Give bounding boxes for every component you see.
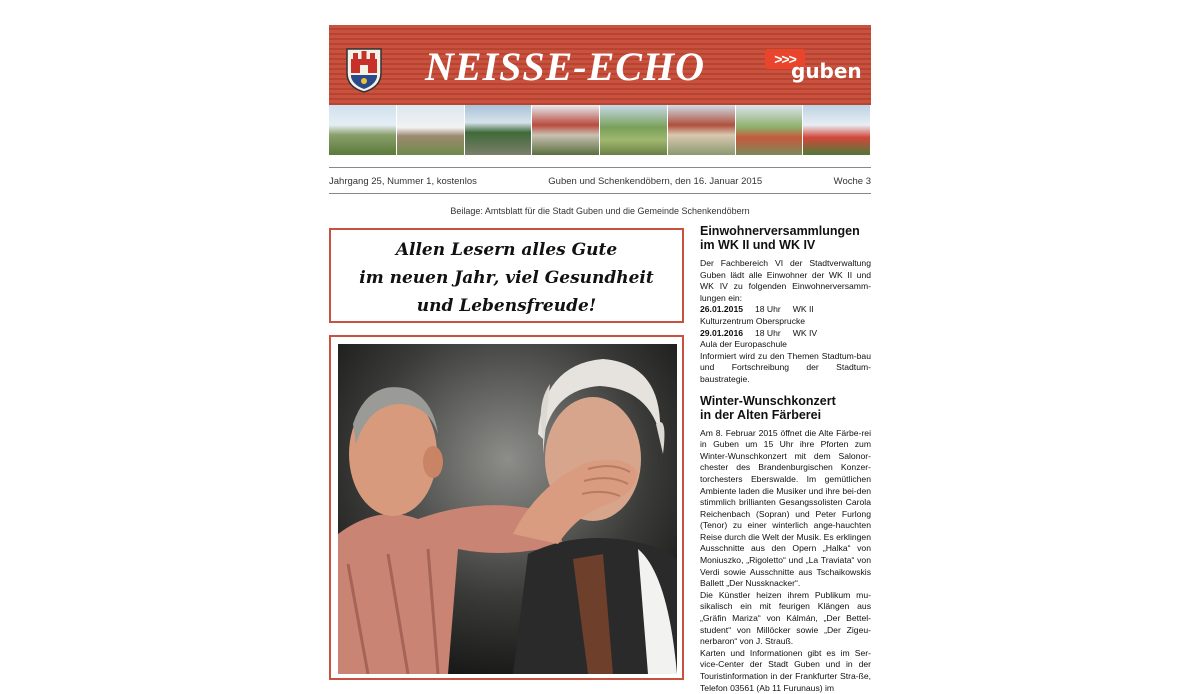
guben-logo bbox=[765, 47, 865, 91]
issue-info-line bbox=[329, 176, 871, 187]
newspaper-page bbox=[329, 0, 871, 693]
article-paragraph: Die Künstler heizen ihrem Publikum mu-sikalisch ein mit feurigen Klängen aus „Gräfin Mariza“ von Kálmán, „Der Bettel-student“ von Millöcker sowie „Der Zigeu-nerbaron“ von J. Strauß. bbox=[700, 589, 871, 647]
masthead bbox=[329, 25, 871, 105]
schedule-place: Kulturzentrum Obersprucke bbox=[700, 315, 806, 326]
greeting-line: Allen Lesern alles Gute bbox=[395, 240, 618, 260]
coat-of-arms-icon bbox=[345, 47, 383, 93]
schedule-row bbox=[700, 304, 871, 316]
strip-photo bbox=[397, 105, 465, 155]
article-heading bbox=[700, 394, 871, 422]
strip-photo bbox=[465, 105, 533, 155]
logo-arrows: >>> bbox=[765, 49, 805, 69]
feature-photo-frame bbox=[329, 335, 684, 680]
schedule-row bbox=[700, 328, 871, 340]
strip-photo bbox=[532, 105, 600, 155]
article-outro: Informiert wird zu den Themen Stadtum-bau und Fortschreibung der Stadtum-baustrategie. bbox=[700, 350, 871, 384]
new-year-greeting bbox=[329, 228, 684, 323]
issue-place-date: Guben und Schenkendöbern, den 16. Januar 2015 bbox=[548, 176, 763, 187]
right-column bbox=[700, 224, 871, 694]
schedule-time: 18 Uhr bbox=[754, 327, 781, 338]
schedule-district: WK II bbox=[792, 304, 814, 315]
article-paragraph: Am 8. Februar 2015 öffnet die Alte Färbe-rei in Guben um 15 Uhr ihre Pforten zum Winter-Wunschkonzert mit dem Salonor-chester des Brandenburgischen Konzer-torchesters Eberswalde. Im gemütlichen Ambiente laden die Musiker und ihre bei-den stimmlich brillianten Gesangssolisten Carola Reichenbach (Sopran) und Peter Furlong (Tenor) zu einer winterlich ange-hauchten Reise durch die Welt der Musik. Es erklingen Ausschnitte aus den Opern „Halka“ von Moniuszko, „Rigoletto“ und „La Traviata“ von Verdi sowie Ausschnitte aus Tschaikowskis Ballett „Der Nussknacker“. bbox=[700, 427, 871, 589]
schedule-district: WK IV bbox=[792, 327, 818, 338]
heading-line: Einwohnerversammlungen bbox=[700, 224, 860, 238]
schedule-place: Aula der Europaschule bbox=[700, 339, 787, 350]
logo-word: guben bbox=[791, 59, 862, 83]
rule-bottom bbox=[329, 193, 871, 194]
heading-line: in der Alten Färberei bbox=[700, 407, 822, 422]
supplement-note: Beilage: Amtsblatt für die Stadt Guben und die Gemeinde Schenkendöbern bbox=[450, 206, 750, 216]
strip-photo bbox=[668, 105, 736, 155]
newspaper-title: NEISSE-ECHO bbox=[425, 44, 705, 89]
article-paragraph: Karten und Informationen gibt es im Ser-vice-Center der Stadt Guben und in der Touristinformation in der Frankfurter Stra-ße, Telefon 03561 (Ab 11 Furunaus) im bbox=[700, 647, 871, 693]
issue-week: Woche 3 bbox=[833, 176, 871, 187]
heading-line: Winter-Wunschkonzert bbox=[700, 393, 836, 408]
strip-photo bbox=[600, 105, 668, 155]
rule-top bbox=[329, 167, 871, 168]
meeting-schedule bbox=[700, 304, 871, 350]
schedule-date: 29.01.2016 bbox=[700, 327, 744, 338]
schedule-time: 18 Uhr bbox=[754, 304, 781, 315]
heading-line: im WK II und WK IV bbox=[700, 238, 816, 252]
schedule-date: 26.01.2015 bbox=[700, 304, 744, 315]
greeting-line: und Lebensfreude! bbox=[416, 296, 597, 316]
greeting-line: im neuen Jahr, viel Gesundheit bbox=[359, 268, 654, 288]
strip-photo bbox=[329, 105, 397, 155]
strip-photo bbox=[736, 105, 804, 155]
article-heading bbox=[700, 224, 871, 252]
article-intro: Der Fachbereich VI der Stadtverwaltung Guben lädt alle Einwohner der WK II und WK IV zu folgenden Einwohnerversamm-lungen ein: bbox=[700, 258, 871, 303]
issue-number: Jahrgang 25, Nummer 1, kostenlos bbox=[329, 176, 477, 187]
spacer bbox=[700, 386, 871, 394]
strip-photo bbox=[803, 105, 871, 155]
photo-strip bbox=[329, 105, 871, 155]
feature-photo bbox=[338, 344, 677, 674]
